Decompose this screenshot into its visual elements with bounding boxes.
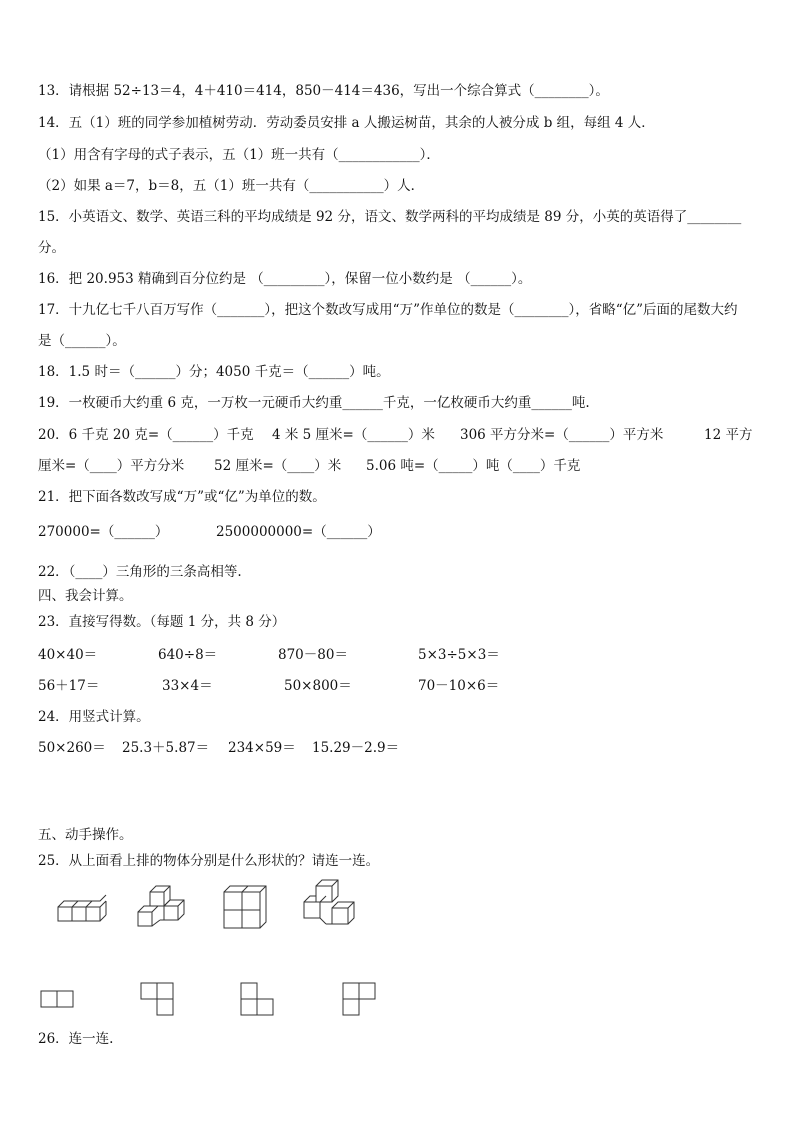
cube-figure-4 <box>300 878 356 936</box>
q21-a: 270000=（______） <box>38 524 169 540</box>
q24-stem: 24．用竖式计算。 <box>38 709 150 725</box>
q15-line1: 15．小英语文、数学、英语三科的平均成绩是 92 分，语文、数学两科的平均成绩是 89 分，小英的英语得了________ <box>38 209 742 225</box>
q20-b: 4 米 5 厘米=（______）米 <box>272 427 435 443</box>
q24-item: 50×260＝ <box>38 740 106 756</box>
q23-item: 70－10×6＝ <box>418 678 500 694</box>
q20-a: 20．6 千克 20 克=（______）千克 <box>38 427 254 443</box>
q21-stem: 21．把下面各数改写成“万”或“亿”为单位的数。 <box>38 489 326 505</box>
cube-figure-3 <box>222 884 268 930</box>
q23-item: 870－80＝ <box>278 647 348 663</box>
cube-figure-2 <box>136 884 188 936</box>
q21-b: 2500000000=（______） <box>216 524 381 540</box>
section-4-heading: 四、我会计算。 <box>38 588 133 604</box>
q24-item: 15.29－2.9＝ <box>312 740 400 756</box>
q17-line2: 是（______）。 <box>38 333 126 349</box>
q23-item: 640÷8＝ <box>158 647 218 663</box>
q14-stem: 14．五（1）班的同学参加植树劳动．劳动委员安排 a 人搬运树苗，其余的人被分成 b 组，每组 4 人． <box>38 115 655 131</box>
q23-item: 5×3÷5×3＝ <box>418 647 500 663</box>
q20-d: 12 平方 <box>704 427 753 443</box>
top-view-shape-3 <box>240 982 276 1018</box>
q20-e: 厘米=（____）平方分米 <box>38 458 185 474</box>
section-5-heading: 五、动手操作。 <box>38 827 133 843</box>
q18: 18．1.5 时＝（______）分；4050 千克＝（______）吨。 <box>38 364 390 380</box>
top-view-shape-1 <box>40 990 76 1010</box>
q23-item: 40×40＝ <box>38 647 98 663</box>
q20-g: 5.06 吨=（_____）吨（____）千克 <box>366 458 581 474</box>
q23-item: 56＋17＝ <box>38 678 100 694</box>
q25-stem: 25．从上面看上排的物体分别是什么形状的？请连一连。 <box>38 853 380 869</box>
q15-line2: 分。 <box>38 240 65 256</box>
q20-f: 52 厘米=（____）米 <box>214 458 342 474</box>
q20-c: 306 平方分米=（______）平方米 <box>460 427 664 443</box>
top-view-shape-2 <box>140 982 176 1018</box>
q23-stem: 23．直接写得数。（每题 1 分，共 8 分） <box>38 614 286 630</box>
q14-part1: （1）用含有字母的式子表示，五（1）班一共有（____________）． <box>38 147 440 163</box>
q13: 13．请根据 52÷13＝4，4＋410＝414，850－414＝436，写出一个综合算式（________）。 <box>38 83 609 99</box>
q22: 22．（____）三角形的三条高相等. <box>38 564 242 580</box>
q19: 19．一枚硬币大约重 6 克，一万枚一元硬币大约重______千克，一亿枚硬币大约重______吨. <box>38 395 590 411</box>
q23-item: 33×4＝ <box>162 678 213 694</box>
q17-line1: 17．十九亿七千八百万写作（_______），把这个数改写成用“万”作单位的数是（________），省略“亿”后面的尾数大约 <box>38 302 738 318</box>
q23-item: 50×800＝ <box>284 678 352 694</box>
q14-part2: （2）如果 a＝7，b＝8，五（1）班一共有（___________）人． <box>38 178 425 194</box>
q16: 16．把 20.953 精确到百分位约是 （_________），保留一位小数约是 （______）。 <box>38 271 532 287</box>
cube-figure-1 <box>56 895 106 935</box>
q24-item: 25.3＋5.87＝ <box>122 740 210 756</box>
q26: 26．连一连. <box>38 1031 114 1047</box>
top-view-shape-4 <box>342 982 378 1018</box>
q24-item: 234×59＝ <box>228 740 296 756</box>
